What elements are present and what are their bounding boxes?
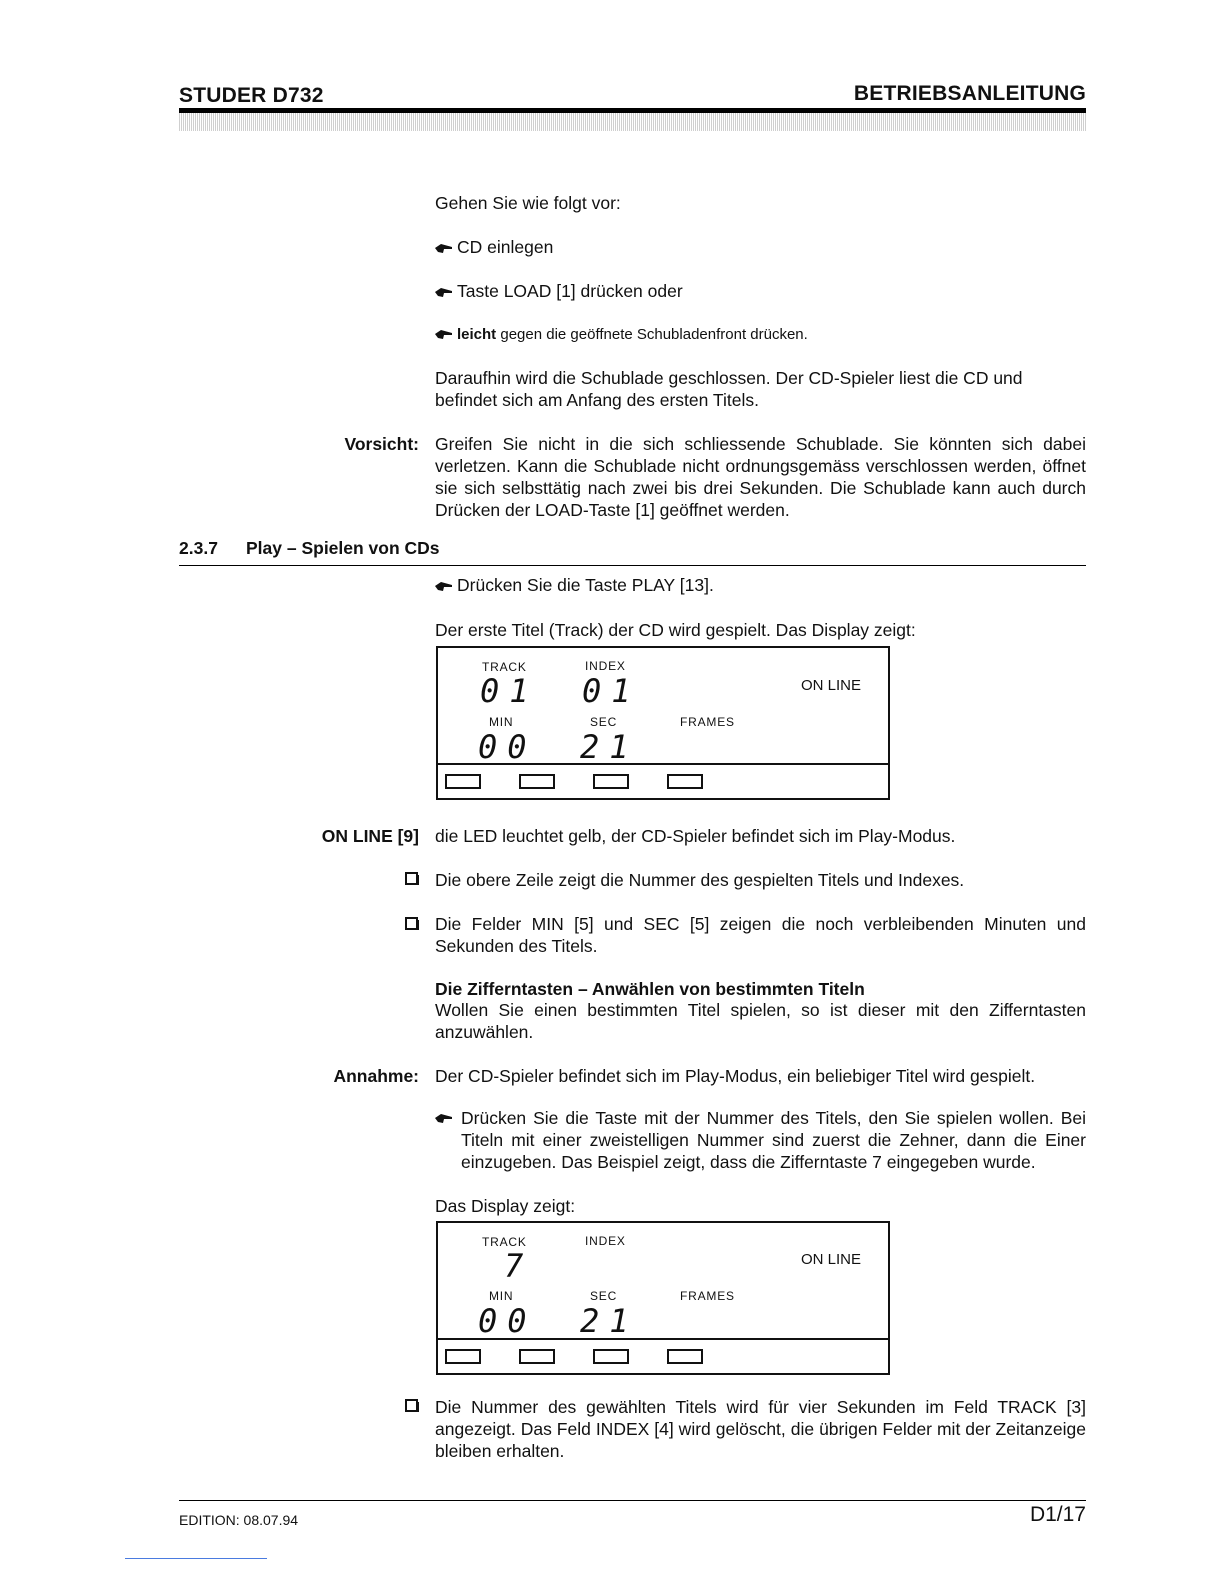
pointing-hand-icon: [435, 280, 457, 302]
step-bold-word: leicht: [457, 326, 497, 343]
sec-digits: 21: [580, 1302, 639, 1340]
section-number: 2.3.7: [179, 538, 218, 558]
header-bar: [179, 108, 1086, 131]
checkbox-bullet-icon: [405, 917, 419, 936]
checkbox-bullet-icon: [405, 872, 419, 891]
sec-digits: 21: [580, 728, 639, 766]
step-push-tray: [435, 324, 1086, 346]
footer-page-number: D1/17: [1029, 1503, 1086, 1526]
bullet-upper-row: Die obere Zeile zeigt die Nummer des gespielten Titels und Indexes.: [435, 870, 965, 890]
sec-label: SEC: [590, 1289, 618, 1303]
assumption-text: Der CD-Spieler befindet sich im Play-Modus, ein beliebiger Titel wird gespielt.: [435, 1066, 1036, 1086]
section-heading: [179, 538, 440, 559]
display-key: [667, 774, 703, 789]
display-panel-playing: [436, 646, 890, 800]
step-insert-cd: [435, 236, 1086, 258]
footer-rule: [179, 1500, 1086, 1501]
bullet-track-shown: Die Nummer des gewählten Titels wird für vier Sekunden im Feld TRACK [3] angezeigt. Das Feld INDEX [4] wird gelöscht, die übrigen Felder mit der Zeitanzeige bleiben erhalten.: [435, 1397, 1086, 1461]
display-key: [593, 1349, 629, 1364]
pointing-hand-icon: [435, 574, 457, 596]
section-title: Play – Spielen von CDs: [246, 538, 440, 558]
display-key: [519, 774, 555, 789]
frames-label: FRAMES: [680, 715, 735, 729]
track-digits: 7: [504, 1247, 534, 1285]
header-title: BETRIEBSANLEITUNG: [853, 82, 1086, 105]
frames-label: FRAMES: [680, 1289, 735, 1303]
caution-label: Vorsicht:: [344, 434, 419, 454]
sec-label: SEC: [590, 715, 618, 729]
pointing-hand-icon: [435, 236, 457, 258]
step-text: Drücken Sie die Taste PLAY [13].: [457, 575, 714, 595]
step-press-digit: [435, 1107, 1086, 1173]
step-text: gegen die geöffnete Schubladenfront drücken.: [496, 326, 808, 343]
header-model: STUDER D732: [179, 84, 324, 107]
section-rule: [179, 565, 1086, 566]
min-label: MIN: [489, 715, 514, 729]
display-key: [667, 1349, 703, 1364]
display-key: [445, 774, 481, 789]
min-digits: 00: [478, 728, 537, 766]
play-note: Der erste Titel (Track) der CD wird gespielt. Das Display zeigt:: [435, 620, 916, 640]
index-label: INDEX: [585, 1234, 626, 1248]
step-text: Drücken Sie die Taste mit der Nummer des Titels, den Sie spielen wollen. Bei Titeln mit einer zweistelligen Nummer sind zuerst die Zehner, dann die Einer einzugeben. Das Beispiel zeigt, dass die Zifferntaste 7 eingegeben wurde.: [461, 1108, 1086, 1172]
display-key: [445, 1349, 481, 1364]
pointing-hand-icon: [435, 324, 457, 346]
display-note: Das Display zeigt:: [435, 1196, 576, 1216]
display-key-row: [438, 1338, 888, 1373]
caution-text: Greifen Sie nicht in die sich schliessende Schublade. Sie könnten sich dabei verletzen. Kann die Schublade nicht ordnungsgemäss verschlossen werden, öffnet sie sich selbsttätig nach zwei bis drei Sekunden. Die Schublade kann auch durch Drücken der LOAD-Taste [1] geöffnet werden.: [435, 434, 1086, 520]
track-digits: 01: [480, 672, 539, 710]
pointing-hand-icon: [435, 1107, 453, 1129]
scan-artifact-line: [125, 1558, 267, 1559]
step-text: Taste LOAD [1] drücken oder: [457, 281, 683, 301]
step-press-load: [435, 280, 1086, 302]
online-indicator: ON LINE: [801, 677, 862, 694]
display-key: [519, 1349, 555, 1364]
step-text: CD einlegen: [457, 237, 554, 257]
min-digits: 00: [478, 1302, 537, 1340]
bullet-min-sec: Die Felder MIN [5] und SEC [5] zeigen die noch verbleibenden Minuten und Sekunden des Titels.: [435, 914, 1086, 956]
digit-keys-text: Wollen Sie einen bestimmten Titel spielen, so ist dieser mit den Zifferntasten anzuwählen.: [435, 1000, 1086, 1042]
assumption-label: Annahme:: [333, 1066, 419, 1086]
intro-text: Gehen Sie wie folgt vor:: [435, 193, 621, 213]
index-digits: 01: [582, 672, 641, 710]
footer-edition: EDITION: 08.07.94: [179, 1512, 299, 1528]
display-panel-digit: [436, 1221, 890, 1375]
online-indicator: ON LINE: [801, 1251, 862, 1268]
min-label: MIN: [489, 1289, 514, 1303]
track-label: TRACK: [482, 1235, 527, 1249]
subheading-digit-keys: Die Zifferntasten – Anwählen von bestimmten Titeln: [435, 979, 865, 999]
index-label: INDEX: [585, 659, 626, 673]
track-label: TRACK: [482, 660, 527, 674]
display-key: [593, 774, 629, 789]
step-press-play: [435, 574, 1086, 596]
online-text: die LED leuchtet gelb, der CD-Spieler befindet sich im Play-Modus.: [435, 826, 956, 846]
paragraph-tray-closes: Daraufhin wird die Schublade geschlossen. Der CD-Spieler liest die CD und befindet sich am Anfang des ersten Titels.: [435, 368, 1023, 410]
online-label: ON LINE [9]: [321, 826, 419, 846]
display-key-row: [438, 763, 888, 798]
checkbox-bullet-icon: [405, 1399, 419, 1418]
